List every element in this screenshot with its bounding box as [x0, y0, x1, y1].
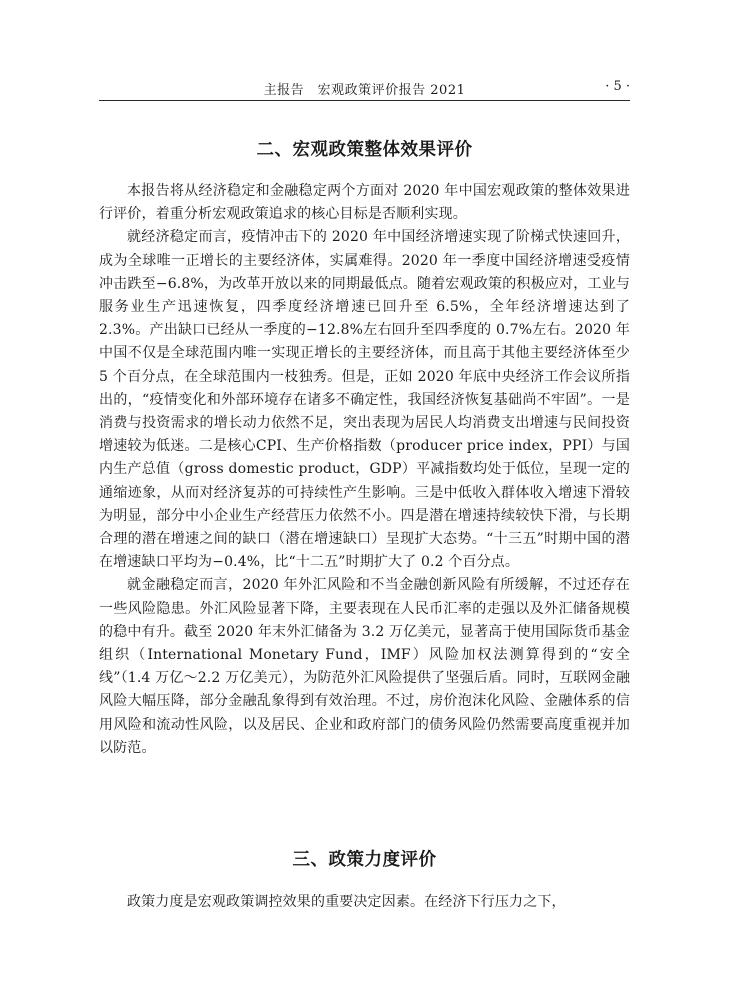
section-heading-overall-effect: 二、宏观政策整体效果评价 — [256, 140, 473, 160]
paragraph-economic-stability: 就经济稳定而言，疫情冲击下的 2020 年中国经济增速实现了阶梯式快速回升，成为全球唯一正增长的主要经济体，实属难得。2020 年一季度中国经济增速受疫情冲击跌至−6.8%，为改革开放以来的同期最低点。随着宏观政策的积极应对，工业与服务业生产迅速恢复，四季度经济增速已回升至 6.5%，全年经济增速达到了 2.3%。产出缺口已经从一季度的−12.8%左右回升至四季度的 0.7%左右。2020 年中国不仅是全球范围内唯一实现正增长的主要经济体，而且高于其他主要经济体至少 5 个百分点，在全球范围内一枝独秀。但是，正如 2020 年底中央经济工作会议所指出的，“疫情变化和外部环境存在诸多不确定性，我国经济恢复基础尚不牢固”。一是消费与投资需求的增长动力依然不足，突出表现为居民人均消费支出增速与民间投资增速较为低迷。二是核心CPI、生产价格指数（producer price index，PPI）与国内生产总值（gross domestic product，GDP）平减指数均处于低位，呈现一定的通缩迹象，从而对经济复苏的可持续性产生影响。三是中低收入群体收入增速下滑较为明显，部分中小企业生产经营压力依然不小。四是潜在增速持续较快下滑，与长期合理的潜在增速之间的缺口（潜在增速缺口）呈现扩大态势。“十三五”时期中国的潜在增速缺口平均为−0.4%，比“十二五”时期扩大了 0.2 个百分点。 — [99, 229, 630, 571]
paragraph-financial-stability: 就金融稳定而言，2020 年外汇风险和不当金融创新风险有所缓解，不过还存在一些风险隐患。外汇风险显著下降，主要表现在人民币汇率的走强以及外汇储备规模的稳中有升。截至 2020 年末外汇储备为 3.2 万亿美元，显著高于使用国际货币基金组织（International Monetary Fund，IMF）风险加权法测算得到的“安全线”（1.4 万亿～2.2 万亿美元），为防范外汇风险提供了坚强后盾。同时，互联网金融风险大幅压降，部分金融乱象得到有效治理。不过，房价泡沫化风险、金融体系的信用风险和流动性风险，以及居民、企业和政府部门的债务风险仍然需要高度重视并加以防范。 — [99, 577, 630, 756]
header-title: 主报告 宏观政策评价报告 2021 — [263, 83, 466, 98]
running-header — [99, 78, 630, 101]
section-body-policy-strength — [99, 891, 630, 914]
section-heading-policy-strength: 三、政策力度评价 — [292, 850, 437, 870]
section-body-overall-effect — [99, 180, 630, 760]
paragraph-intro: 本报告将从经济稳定和金融稳定两个方面对 2020 年中国宏观政策的整体效果进行评价，着重分析宏观政策追求的核心目标是否顺利实现。 — [99, 183, 630, 223]
paragraph-policy-strength: 政策力度是宏观政策调控效果的重要决定因素。在经济下行压力之下， — [127, 894, 566, 910]
page-number: · 5 · — [605, 79, 630, 94]
